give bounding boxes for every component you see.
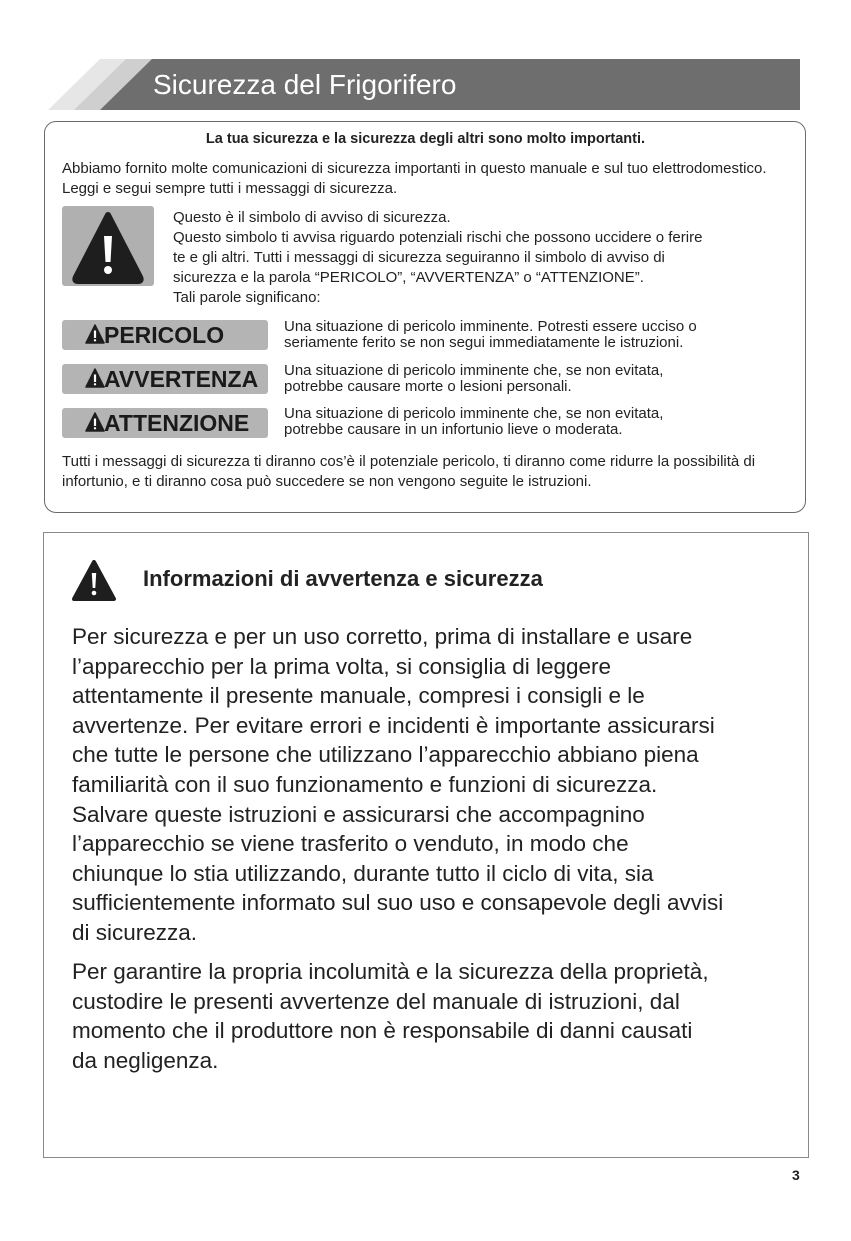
symbol-line: Tali parole significano: — [173, 289, 321, 306]
signal-badge-avvertenza — [62, 364, 268, 394]
paragraph-line: sufficientemente informato sul suo uso e consapevole degli avvisi — [72, 890, 724, 916]
paragraph-line: attentamente il presente manuale, compresi i consigli e le — [72, 683, 645, 709]
paragraph-line: l’apparecchio per la prima volta, si consiglia di leggere — [72, 653, 612, 679]
warning-triangle-icon — [85, 412, 105, 433]
signal-desc-line: Una situazione di pericolo imminente. Potresti essere ucciso o — [284, 318, 697, 335]
signal-badge-attenzione — [62, 408, 268, 438]
signal-word: PERICOLO — [104, 322, 225, 348]
paragraph-line: da negligenza. — [72, 1047, 219, 1073]
signal-desc-line: Una situazione di pericolo imminente che, se non evitata, — [284, 405, 664, 422]
info-paragraph-2 — [72, 957, 792, 1075]
signal-desc-line: potrebbe causare morte o lesioni personali. — [284, 378, 572, 395]
signal-description — [284, 319, 784, 351]
signal-description — [284, 363, 784, 395]
paragraph-line: Per garantire la propria incolumità e la sicurezza della proprietà, — [72, 959, 709, 984]
symbol-line: sicurezza e la parola “PERICOLO”, “AVVERTENZA” o “ATTENZIONE”. — [173, 269, 644, 286]
signal-badge-pericolo — [62, 320, 268, 350]
paragraph-line: l’apparecchio se viene trasferito o venduto, in modo che — [72, 831, 629, 857]
warning-triangle-icon — [62, 206, 154, 286]
paragraph-line: di sicurezza. — [72, 919, 198, 945]
signal-description — [284, 406, 784, 438]
paragraph-line: chiunque lo stia utilizzando, durante tutto il ciclo di vita, sia — [72, 860, 654, 886]
paragraph-line: Per sicurezza e per un uso corretto, prima di installare e usare — [72, 624, 693, 649]
paragraph-line: avvertenze. Per evitare errori e incidenti è importante assicurarsi — [72, 712, 715, 738]
paragraph-line: momento che il produttore non è responsabile di danni causati — [72, 1018, 693, 1044]
warning-triangle-icon — [71, 559, 117, 603]
symbol-description — [173, 208, 773, 308]
paragraph-line: che tutte le persone che utilizzano l’apparecchio abbiano piena — [72, 742, 699, 768]
signal-desc-line: potrebbe causare in un infortunio lieve o moderata. — [284, 421, 623, 438]
warning-triangle-icon — [85, 324, 105, 345]
page-title: Sicurezza del Frigorifero — [153, 69, 457, 100]
info-heading: Informazioni di avvertenza e sicurezza — [143, 566, 543, 591]
warning-symbol-panel — [62, 206, 154, 286]
safety-intro: Abbiamo fornito molte comunicazioni di sicurezza importanti in questo manuale e sul tuo elettrodomestico. Leggi e segui sempre tutti i messaggi di sicurezza. — [62, 160, 767, 197]
signal-word: ATTENZIONE — [104, 410, 250, 436]
signal-desc-line: seriamente ferito se non segui immediatamente le istruzioni. — [284, 334, 684, 351]
signal-word: AVVERTENZA — [104, 366, 259, 392]
paragraph-line: familiarità con il suo funzionamento e funzioni di sicurezza. — [72, 771, 658, 797]
paragraph-line: custodire le presenti avvertenze del manuale di istruzioni, dal — [72, 988, 680, 1014]
symbol-line: te e gli altri. Tutti i messaggi di sicurezza seguiranno il simbolo di avviso di — [173, 249, 665, 266]
signal-desc-line: Una situazione di pericolo imminente che, se non evitata, — [284, 362, 664, 379]
paragraph-line: Salvare queste istruzioni e assicurarsi che accompagnino — [72, 801, 645, 827]
safety-footer: Tutti i messaggi di sicurezza ti diranno cos’è il potenziale pericolo, ti diranno come ridurre la possibilità di infortunio, e ti diranno cosa può succedere se non vengono seguite le istruzioni. — [62, 453, 756, 490]
symbol-line: Questo è il simbolo di avviso di sicurezza. — [173, 209, 451, 226]
warning-triangle-icon — [85, 368, 105, 389]
symbol-line: Questo simbolo ti avvisa riguardo potenziali rischi che possono uccidere o ferire — [173, 229, 703, 246]
page-number: 3 — [792, 1167, 800, 1183]
info-paragraph-1 — [72, 622, 792, 948]
safety-heading: La tua sicurezza e la sicurezza degli altri sono molto importanti. — [205, 131, 646, 147]
